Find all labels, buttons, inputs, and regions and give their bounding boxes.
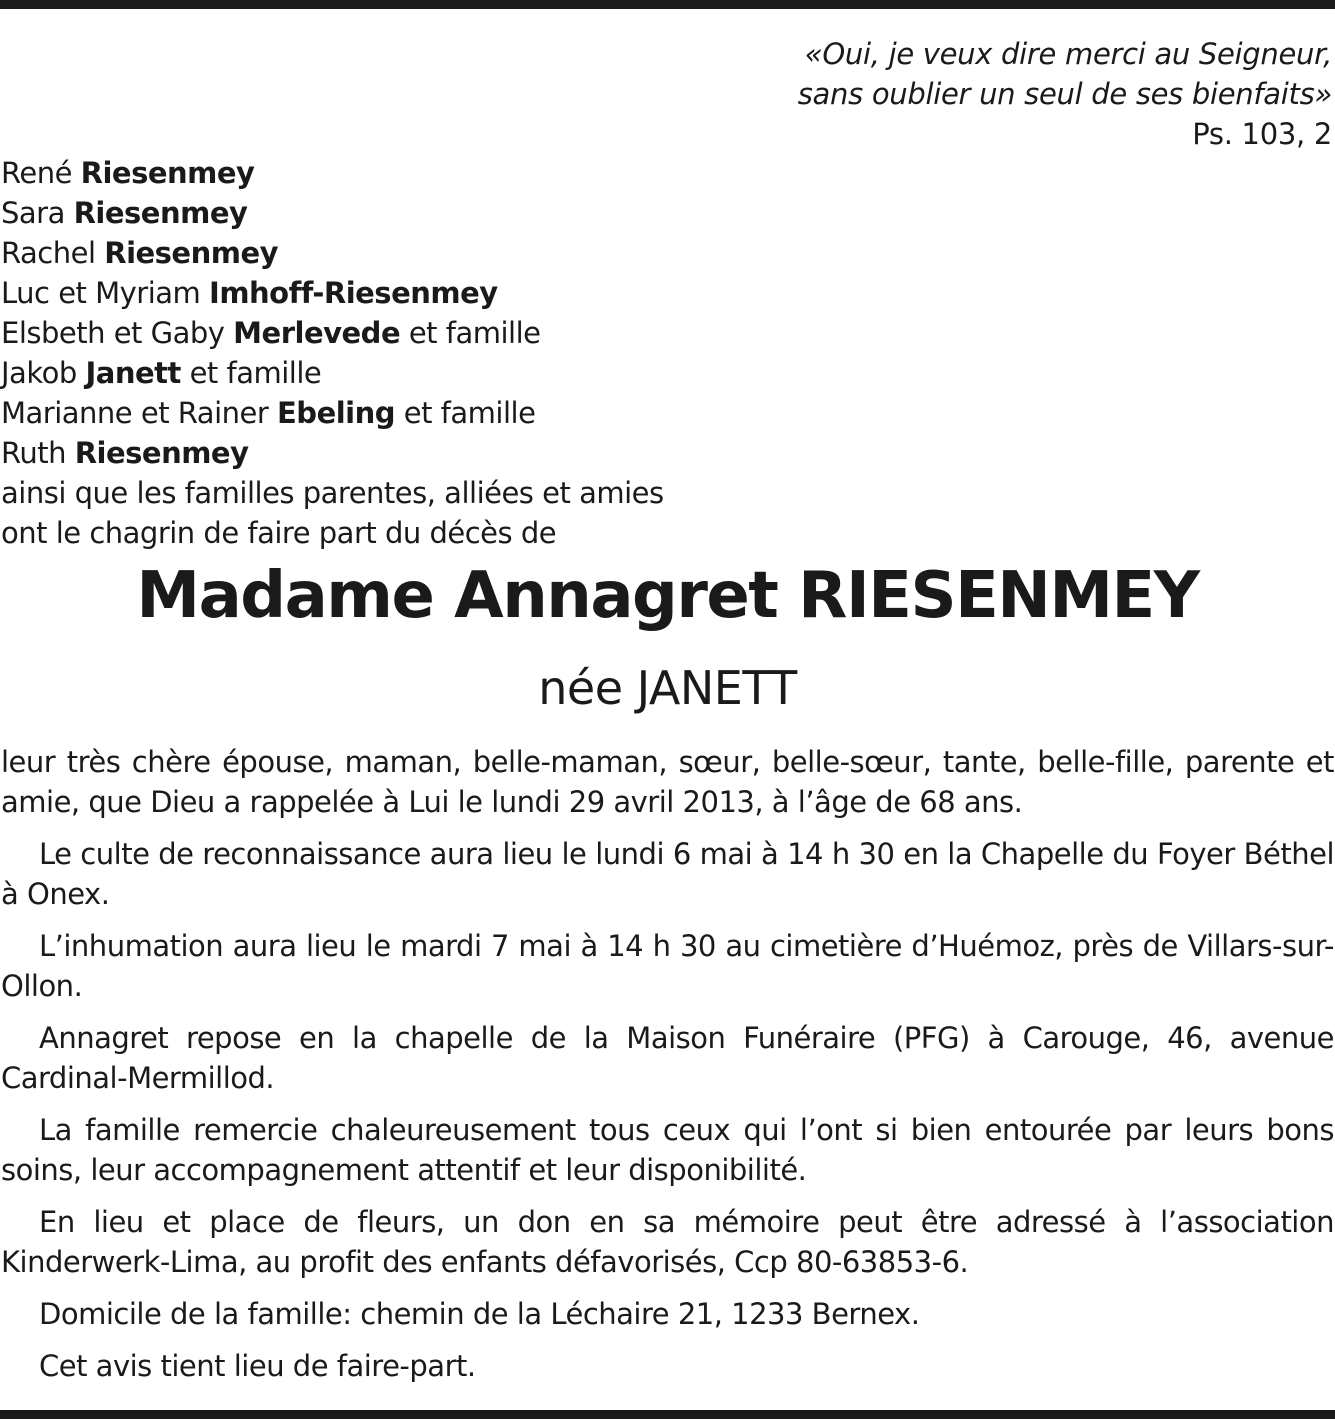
family-line <box>1 433 1001 473</box>
service-paragraph: Le culte de reconnaissance aura lieu le lundi 6 mai à 14 h 30 en la Chapelle du Foyer Béthel à Onex. <box>1 837 1334 911</box>
family-line <box>1 273 1001 313</box>
family-surname: Riesenmey <box>73 196 248 230</box>
family-given-names: René <box>1 156 81 190</box>
bottom-border-rule <box>0 1410 1335 1419</box>
family-surname: Riesenmey <box>74 436 249 470</box>
quote-line-2: sans oublier un seul de ses bienfaits» <box>797 77 1332 111</box>
intro-line-1: ainsi que les familles parentes, alliées et amies <box>1 476 664 510</box>
family-given-names: Sara <box>1 196 74 230</box>
family-suffix: et famille <box>180 356 322 390</box>
family-given-names: Jakob <box>1 356 86 390</box>
burial-paragraph: L’inhumation aura lieu le mardi 7 mai à 14 h 30 au cimetière d’Huémoz, près de Villars-sur-Ollon. <box>1 929 1334 1003</box>
notice-paragraph: Cet avis tient lieu de faire-part. <box>39 1349 476 1383</box>
family-line <box>1 193 1001 233</box>
family-line <box>1 233 1001 273</box>
family-line <box>1 153 1001 193</box>
announcement-body <box>1 742 1334 1398</box>
family-surname: Merlevede <box>233 316 401 350</box>
address-paragraph: Domicile de la famille: chemin de la Léchaire 21, 1233 Bernex. <box>39 1297 920 1331</box>
thanks-paragraph: La famille remercie chaleureusement tous ceux qui l’ont si bien entourée par leurs bons soins, leur accompagnement attentif et leur disponibilité. <box>1 1113 1334 1187</box>
family-suffix: et famille <box>400 316 541 350</box>
family-line <box>1 393 1001 433</box>
maiden-name: née JANETT <box>538 661 797 715</box>
quote-reference: Ps. 103, 2 <box>1192 117 1332 151</box>
family-given-names: Rachel <box>1 236 105 270</box>
family-given-names: Marianne et Rainer <box>1 396 277 430</box>
family-suffix: et famille <box>395 396 536 430</box>
intro-line-2: ont le chagrin de faire part du décès de <box>1 516 557 550</box>
quote-line-1: «Oui, je veux dire merci au Seigneur, <box>804 37 1332 71</box>
deceased-name: Madame Annagret RIESENMEY <box>136 559 1199 633</box>
family-surname: Riesenmey <box>104 236 279 270</box>
family-given-names: Luc et Myriam <box>1 276 210 310</box>
family-surname: Riesenmey <box>80 156 255 190</box>
top-border-rule <box>0 0 1335 9</box>
family-list <box>1 153 1001 553</box>
family-surname: Janett <box>85 356 181 390</box>
family-surname: Ebeling <box>277 396 396 430</box>
family-given-names: Elsbeth et Gaby <box>1 316 234 350</box>
repose-paragraph: Annagret repose en la chapelle de la Maison Funéraire (PFG) à Carouge, 46, avenue Cardinal-Mermillod. <box>1 1021 1334 1095</box>
family-line <box>1 353 1001 393</box>
family-line <box>1 313 1001 353</box>
bible-quote <box>640 34 1332 154</box>
family-given-names: Ruth <box>1 436 75 470</box>
family-surname: Imhoff-Riesenmey <box>209 276 498 310</box>
relationship-paragraph: leur très chère épouse, maman, belle-maman, sœur, belle-sœur, tante, belle-fille, parente et amie, que Dieu a rappelée à Lui le lundi 29 avril 2013, à l’âge de 68 ans. <box>1 745 1334 819</box>
donation-paragraph: En lieu et place de fleurs, un don en sa mémoire peut être adressé à l’association Kinderwerk-Lima, au profit des enfants défavorisés, Ccp 80-63853-6. <box>1 1205 1334 1279</box>
